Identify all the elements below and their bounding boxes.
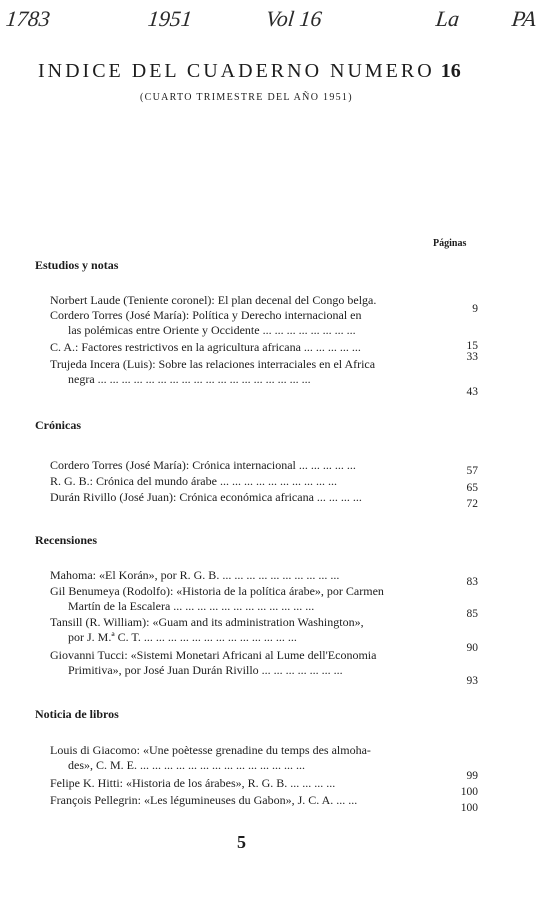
page-number: 100 — [460, 802, 478, 814]
entry-text: Cordero Torres (José María): Crónica internacional ... ... ... ... ... — [50, 458, 356, 472]
toc-entry — [50, 458, 442, 473]
toc-entry — [50, 776, 442, 791]
page-number: 90 — [466, 642, 478, 654]
page-number: 57 — [466, 465, 478, 477]
toc-entry — [50, 293, 442, 308]
toc-entry — [50, 357, 442, 387]
pages-column-header: Páginas — [433, 238, 467, 249]
entry-text: Mahoma: «El Korán», por R. G. B. ... ... ... ... ... ... ... ... ... ... — [50, 568, 340, 582]
entry-text: François Pellegrin: «Les légumineuses du Gabon», J. C. A. ... ... — [50, 793, 358, 807]
toc-entry — [50, 615, 442, 645]
entry-text-continued: las polémicas entre Oriente y Occidente ... ... ... ... ... ... ... ... — [68, 323, 356, 337]
page-number: 72 — [466, 498, 478, 510]
entry-text-continued: des», C. M. E. ... ... ... ... ... ... ... ... ... ... ... ... ... ... — [68, 758, 305, 772]
toc-entry — [50, 743, 442, 773]
handwritten-note: 1951 — [146, 6, 194, 31]
handwritten-note: 1783 — [4, 6, 52, 31]
entry-text: Durán Rivillo (José Juan): Crónica económica africana ... ... ... ... — [50, 490, 362, 504]
section-title-estudios: Estudios y notas — [35, 258, 119, 272]
entry-text: R. G. B.: Crónica del mundo árabe ... ... ... ... ... ... ... ... ... ... — [50, 474, 337, 488]
toc-entry — [50, 308, 442, 338]
toc-entry — [50, 793, 442, 808]
entry-text: Giovanni Tucci: «Sistemi Monetari Africani al Lume dell'Economia — [50, 648, 377, 662]
entry-text-continued: negra ... ... ... ... ... ... ... ... ... ... ... ... ... ... ... ... ... ... — [68, 372, 311, 386]
page-number: 83 — [466, 576, 478, 588]
entry-text: Norbert Laude (Teniente coronel): El plan decenal del Congo belga. — [50, 293, 377, 307]
section-title-noticia: Noticia de libros — [35, 707, 119, 721]
page-number: 43 — [466, 386, 478, 398]
handwritten-note: PA — [510, 6, 538, 31]
toc-entry — [50, 490, 442, 505]
entry-text: C. A.: Factores restrictivos en la agricultura africana ... ... ... ... ... — [50, 340, 361, 354]
toc-entry — [50, 584, 442, 614]
entry-text: Gil Benumeya (Rodolfo): «Historia de la política árabe», por Carmen — [50, 584, 384, 598]
entry-text-continued: Primitiva», por José Juan Durán Rivillo ... ... ... ... ... ... ... — [68, 663, 343, 677]
page-number: 65 — [466, 482, 478, 494]
title-text: INDICE DEL CUADERNO NUMERO — [38, 60, 435, 82]
page-number: 85 — [466, 608, 478, 620]
section-title-cronicas: Crónicas — [35, 418, 81, 432]
page-number: 15 — [466, 340, 478, 352]
handwritten-note: Vol 16 — [264, 6, 323, 31]
page-number: 93 — [466, 675, 478, 687]
page-title — [38, 60, 518, 83]
page-number: 100 — [460, 786, 478, 798]
entry-text: Trujeda Incera (Luis): Sobre las relaciones interraciales en el Africa — [50, 357, 376, 371]
title-number: 16 — [440, 60, 461, 82]
section-title-recensiones: Recensiones — [35, 533, 97, 547]
entry-text: Cordero Torres (José María): Política y Derecho internacional en — [50, 308, 362, 322]
entry-text: Louis di Giacomo: «Une poètesse grenadine du temps des almoha- — [50, 743, 371, 757]
toc-entry — [50, 648, 442, 678]
page-number: 33 — [466, 351, 478, 363]
toc-entry — [50, 568, 442, 583]
toc-entry — [50, 474, 442, 489]
toc-entry — [50, 340, 442, 355]
page-number: 9 — [472, 303, 478, 315]
handwritten-note: La — [434, 6, 461, 31]
entry-text-continued: Martín de la Escalera ... ... ... ... ... ... ... ... ... ... ... ... — [68, 599, 315, 613]
entry-text: Felipe K. Hitti: «Historia de los árabes», R. G. B. ... ... ... ... — [50, 776, 336, 790]
page-number: 99 — [466, 770, 478, 782]
entry-text-continued: por J. M.ª C. T. ... ... ... ... ... ... ... ... ... ... ... ... ... — [68, 630, 297, 644]
folio-number: 5 — [237, 832, 246, 852]
page-subtitle: (CUARTO TRIMESTRE DEL AÑO 1951) — [140, 92, 353, 103]
entry-text: Tansill (R. William): «Guam and its administration Washington», — [50, 615, 364, 629]
